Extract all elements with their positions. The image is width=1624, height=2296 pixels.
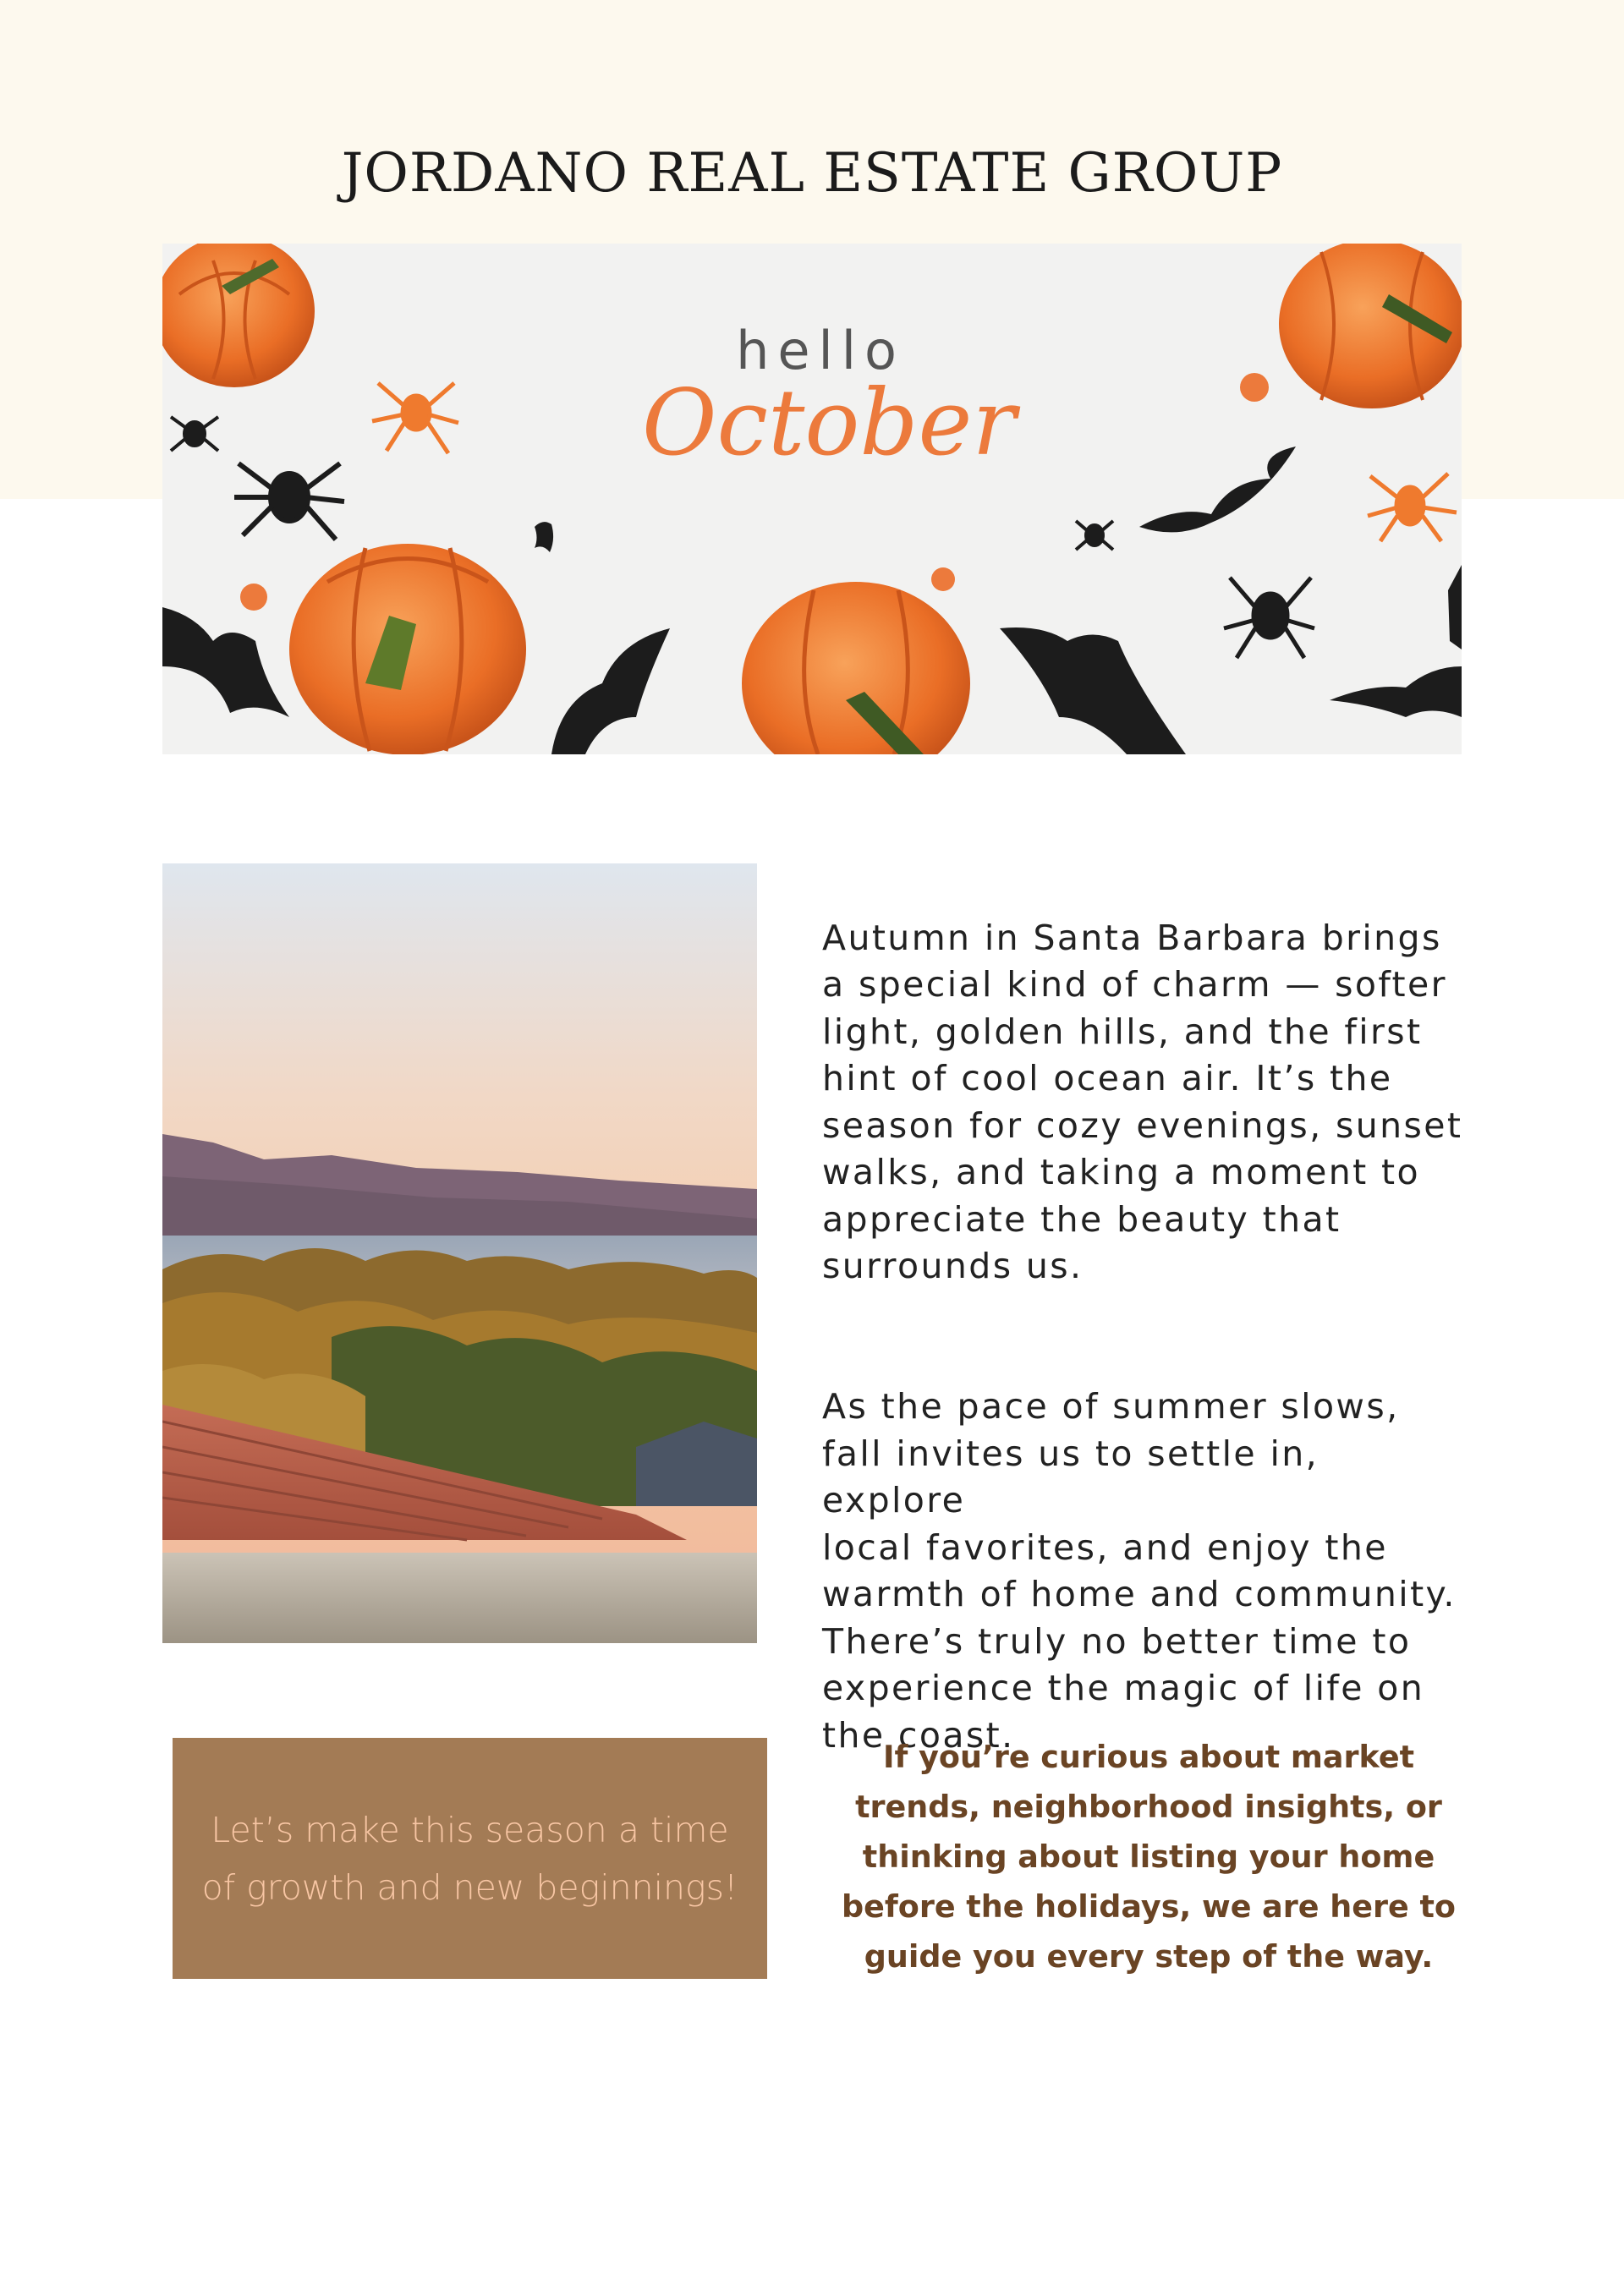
- article-paragraph-1: Autumn in Santa Barbara brings a special kind of charm — softer light, golden hills, and the first hint of cool ocean air. It’s the season for cozy evenings, sunset walks, and taking a moment to appreciate the beauty that surrounds us.: [822, 917, 1463, 1286]
- landscape-illustration: [162, 863, 757, 1643]
- bat-icon: [1330, 565, 1462, 717]
- hero-banner: [162, 244, 1462, 754]
- cta-text: If you’re curious about market trends, neighborhood insights, or thinking about listing your home before the holidays, we are here to guide you every step of the way.: [841, 1739, 1456, 1975]
- callout-box: [173, 1738, 767, 1979]
- hero-hello-text: hello: [736, 320, 905, 381]
- spider-icon: [1224, 578, 1314, 658]
- callout-text: Let’s make this season a time of growth and new beginnings!: [201, 1809, 738, 1908]
- spider-icon: [1368, 474, 1457, 541]
- bat-icon: [535, 522, 553, 552]
- article-paragraph-2: As the pace of summer slows, fall invites us to settle in, explore local favorites, and enjoy the warmth of home and community. There’s truly no better time to experience the magic of life on the coast.: [822, 1386, 1457, 1756]
- hero-month-text: October: [641, 370, 1017, 476]
- article-body: [822, 868, 1473, 1806]
- bat-icon: [1000, 627, 1186, 754]
- brand-title: JORDANO REAL ESTATE GROUP: [341, 142, 1283, 205]
- bat-icon: [551, 628, 670, 754]
- spider-icon: [1076, 521, 1113, 550]
- pumpkin-icon: [742, 582, 970, 754]
- santa-barbara-photo: [162, 863, 757, 1643]
- pumpkin-icon: [289, 544, 526, 754]
- bat-icon: [162, 607, 289, 717]
